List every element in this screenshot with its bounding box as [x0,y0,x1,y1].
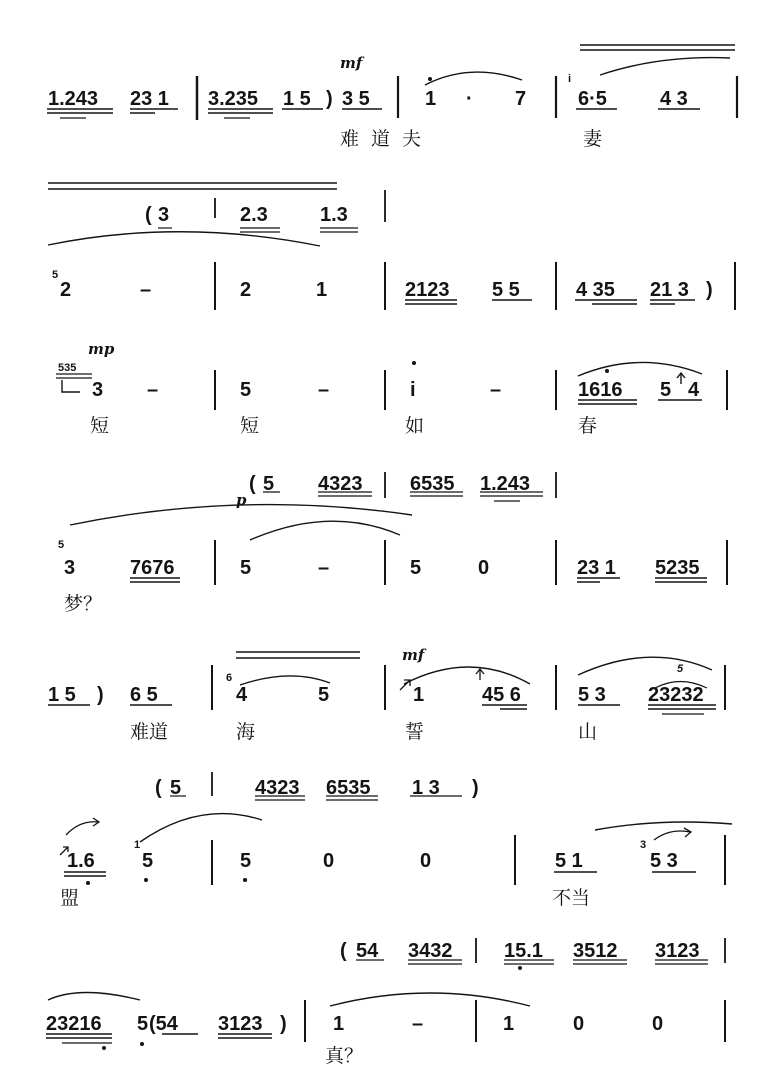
note: 3432 [408,940,453,962]
lyric: 真？ [325,1045,364,1067]
note: 3 [64,557,76,579]
note: 5 [240,850,252,872]
note: 1 5 [283,88,311,110]
lyric: 不当 [552,887,591,909]
note: ) [326,88,333,110]
note: 2 [60,279,72,301]
note: 2 [240,279,252,301]
note: 6535 [326,777,371,799]
note: 1 [413,684,425,706]
lyric: 短 [90,415,110,437]
note: – [412,1013,424,1035]
note: 1 [333,1013,345,1035]
note: 4323 [318,473,363,495]
note: – [318,557,330,579]
note: 5 [660,379,672,401]
dynamic-mark: mf [340,54,363,72]
note: 5 5 [492,279,520,301]
note: 5 [142,850,154,872]
lyric: 山 [578,721,598,743]
note: 1616 [578,379,623,401]
note: 0 [323,850,335,872]
note: 2123 [405,279,450,301]
triplet-mark: 5 [677,663,684,675]
grace-note: 3 [640,839,647,851]
note: 5 3 [578,684,606,706]
note: 3123 [655,940,700,962]
lyric: 如 [405,415,425,437]
note: 5 3 [650,850,678,872]
note: 4 [688,379,700,401]
note: 7676 [130,557,175,579]
note: 4323 [255,777,300,799]
note: 5 1 [555,850,583,872]
dynamic-mark: mp [88,340,115,358]
note: ( [145,204,152,226]
note: 23 1 [577,557,616,579]
note: 5 [318,684,330,706]
note: 5 [240,557,252,579]
note: 3 [92,379,104,401]
dynamic-mark: mf [402,646,425,664]
note: 45 6 [482,684,521,706]
note: 3 [158,204,170,226]
grace-note: 5 [52,269,59,281]
note: 5 [263,473,275,495]
note: 23232 [648,684,704,706]
grace-note: 535 [58,362,77,374]
note: 1.243 [480,473,531,495]
note: 3.235 [208,88,259,110]
grace-note: 6 [226,672,233,684]
note: 1.243 [48,88,99,110]
note: 3 5 [342,88,370,110]
note: – [318,379,330,401]
lyric: 梦？ [64,593,103,615]
row-5-notes [48,646,704,743]
lyric: 海 [236,721,256,743]
note: 5 [410,557,422,579]
note: 5 [170,777,182,799]
note: 1.3 [320,204,348,226]
note: 23 1 [130,88,169,110]
lyric: 难道夫 [340,128,434,150]
row-7-notes [46,940,700,1067]
note: – [490,379,502,401]
note: 1 3 [412,777,440,799]
note: 23216 [46,1013,102,1035]
note: 0 [652,1013,664,1035]
note: 5 [137,1013,149,1035]
lyric: 难道 [130,721,169,743]
note: ( [155,777,162,799]
lyric: 春 [578,415,598,437]
row-2-notes [52,204,713,301]
note: 0 [573,1013,585,1035]
note: 6535 [410,473,455,495]
row-1-notes [48,54,688,150]
grace-note: i [568,73,572,85]
note: · [466,88,473,110]
lyric: 盟 [60,887,80,909]
note: – [147,379,159,401]
row-3-notes [58,340,700,437]
note: 1 [503,1013,515,1035]
note: – [140,279,152,301]
note: 1 [425,88,437,110]
note: ) [97,684,104,706]
row-4-notes [58,473,700,615]
grace-note: 1 [134,839,141,851]
note: 21 3 [650,279,689,301]
note: ) [280,1013,287,1035]
grace-note: 5 [58,539,65,551]
note: 6 5 [130,684,158,706]
note: 6·5 [578,88,607,110]
lyric: 短 [240,415,260,437]
note: 1 5 [48,684,76,706]
note: 1 [316,279,328,301]
dynamic-mark: p [236,491,247,509]
note: 0 [420,850,432,872]
note: 5 [240,379,252,401]
lyric: 妻 [583,128,603,150]
note: 3512 [573,940,618,962]
note: 54 [356,940,379,962]
note: 4 3 [660,88,688,110]
lyric: 誓 [405,721,425,743]
note: 3123 [218,1013,263,1035]
note: 15.1 [504,940,543,962]
row-6-notes [60,777,678,909]
note: ( [249,473,256,495]
note: 7 [515,88,527,110]
note: 1.6 [67,850,95,872]
note: i [410,379,416,401]
note: 2.3 [240,204,268,226]
note: 0 [478,557,490,579]
note: 4 [236,684,248,706]
note: (54 [149,1013,178,1035]
note: 5235 [655,557,700,579]
note: ) [706,279,713,301]
note: ( [340,940,347,962]
note: 4 35 [576,279,615,301]
note: ) [472,777,479,799]
